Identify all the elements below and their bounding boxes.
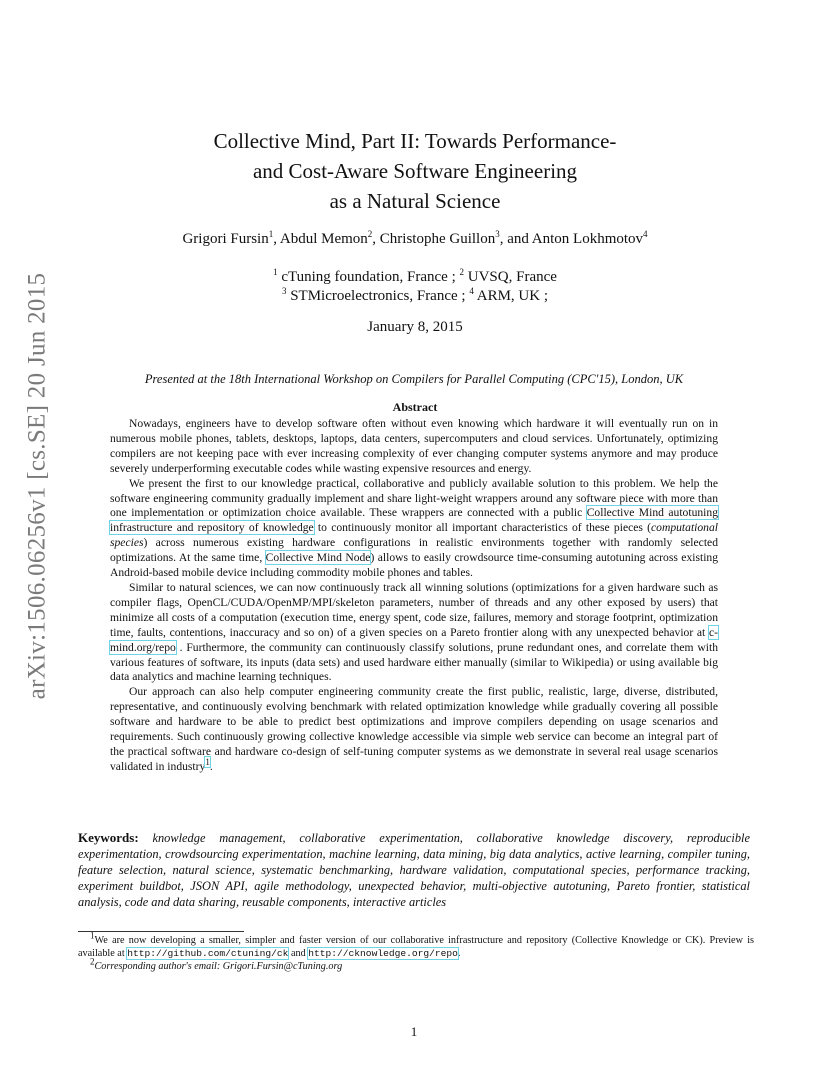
text-run: ) allows to easily crowdsource time-consuming autotuning across existing Android-based mobile device including commodity mobile phones and tables.: [110, 551, 719, 580]
affiliation-line-2: [150, 287, 680, 306]
author-affil-mark: 3: [495, 229, 500, 239]
cm-node-link[interactable]: Collective Mind Node: [265, 551, 371, 565]
affil-arm: ARM, UK ;: [473, 288, 549, 304]
author-guillon: , Christophe Guillon: [372, 231, 496, 247]
author-lokhmotov: , and Anton Lokhmotov: [499, 231, 644, 247]
author-affil-mark: 4: [643, 229, 648, 239]
affil-ctuning: cTuning foundation, France ;: [277, 269, 460, 285]
abstract-paragraph-2: [110, 477, 718, 581]
affil-mark: 2: [459, 267, 465, 277]
text-run: .: [457, 948, 461, 959]
footnote-ref-link[interactable]: 1: [205, 756, 210, 767]
text-run: . Furthermore, the community can continuously classify solutions, prune redundant ones, and correlate them with various features of software, its inputs (data sets) and used hardware either manually (similar to Wikipedia) or using available big data analytics and machine learning techniques.: [110, 640, 718, 684]
github-ck-link[interactable]: http://github.com/ctuning/ck: [127, 948, 289, 959]
corresponding-author-email: Corresponding author's email: Grigori.Fursin@cTuning.org: [94, 961, 343, 972]
keywords-section: [78, 830, 750, 910]
author-list: [100, 231, 730, 248]
affil-st: STMicroelectronics, France ;: [286, 288, 470, 304]
paper-date: January 8, 2015: [367, 319, 463, 335]
text-run: Our approach can also help computer engineering community create the first public, realistic, large, diverse, distributed, representative, and continuously evolving benchmark with related optimization knowledge while gradually covering all possible software and hardware to be able to predict best optimizations and improve compilers depending on usage scenarios and requirements. Such continuously growing collective knowledge accessible via simple web service can become an integral part of the practical software and hardware co-design of self-tuning computer systems as we demonstrate in several real usage scenarios validated in industry: [110, 685, 718, 773]
affil-mark: 4: [469, 286, 474, 296]
affil-uvsq: UVSQ, France: [464, 269, 557, 285]
text-run: and: [288, 948, 309, 959]
text-run: ) across numerous existing hardware configurations in realistic environments together with randomly selected optimizations. At the same time,: [110, 536, 718, 565]
author-affil-mark: 2: [367, 229, 373, 239]
footnotes: [78, 930, 754, 973]
text-run: Similar to natural sciences, we can now continuously track all winning solutions (optimizations for a given hardware such as compiler flags, OpenCL/CUDA/OpenMP/MPI/skeleton parameters, number of threads and any other exposed by users) that minimize all costs of a computation (execution time, energy spent, code size, failures, memory and storage footprint, optimization time, faults, contentions, inaccuracy and so on) of a given species on a Pareto frontier along with any unexpected behavior at: [110, 580, 718, 639]
page-number: 1: [410, 1024, 418, 1039]
title-line-2: and Cost-Aware Software Engineering: [252, 159, 578, 183]
footnote-rule: [78, 931, 244, 932]
author-memon: , Abdul Memon: [273, 231, 368, 247]
abstract-body: [110, 417, 718, 775]
title-line-1: Collective Mind, Part II: Towards Performance-: [213, 129, 617, 153]
keywords-text: knowledge management, collaborative experimentation, collaborative knowledge discovery, reproducible experimentation, crowdsourcing experimentation, machine learning, data mining, big data analytics, active learning, compiler tuning, feature selection, natural science, systematic benchmarking, hardware validation, computational species, performance tracking, experiment buildbot, JSON API, agile methodology, unexpected behavior, multi-objective autotuning, Pareto frontier, statistical analysis, code and data sharing, reusable components, interactive articles: [78, 831, 750, 909]
cmind-repo-link[interactable]: c-mind.org/repo: [110, 625, 718, 654]
text-run: .: [209, 759, 213, 773]
abstract-paragraph-1: Nowadays, engineers have to develop software often without even knowing which hardware it will eventually run on in numerous mobile phones, tablets, desktops, laptops, data centers, supercomputers and cloud services. Unfortunately, optimizing compilers are not keeping pace with ever increasing complexity of ever changing computer systems anymore and may produce severely underperforming executable codes while wasting expensive resources and energy.: [110, 417, 718, 475]
affiliation-line-1: [150, 268, 680, 287]
affiliations: [150, 268, 680, 306]
paper-title: [150, 126, 680, 216]
footnote-mark: 2: [90, 956, 95, 967]
emphasis-text: computational species: [110, 521, 718, 550]
affil-mark: 3: [281, 286, 287, 296]
abstract-heading: Abstract: [392, 400, 438, 414]
arxiv-stamp-text: arXiv:1506.06256v1 [cs.SE] 20 Jun 2015: [23, 272, 50, 700]
footnote-1: [78, 930, 754, 960]
text-run: We present the first to our knowledge practical, collaborative and publicly available solution to this problem. We help the software engineering community gradually implement and share light-weight wrappers around any software piece with more than one implementation or optimization choice available. These wrappers are connected with a public: [110, 476, 718, 520]
footnote-mark: 1: [90, 930, 95, 941]
author-affil-mark: 1: [268, 229, 274, 239]
venue-note: Presented at the 18th International Workshop on Compilers for Parallel Computing (CPC'15), London, UK: [144, 372, 684, 386]
cm-infrastructure-link[interactable]: Collective Mind autotuning infrastructure and repository of knowledge: [110, 506, 718, 535]
title-line-3: as a Natural Science: [329, 189, 501, 213]
abstract-paragraph-3: [110, 581, 718, 685]
keywords-label: Keywords:: [78, 830, 139, 845]
arxiv-stamp: [12, 272, 62, 700]
cknowledge-repo-link[interactable]: http://cknowledge.org/repo: [308, 948, 458, 959]
author-fursin: Grigori Fursin: [182, 231, 269, 247]
abstract-paragraph-4: [110, 685, 718, 774]
text-run: to continuously monitor all important characteristics of these pieces (: [313, 521, 652, 535]
affil-mark: 1: [273, 267, 278, 277]
footnote-2: [78, 956, 754, 973]
text-run: We are now developing a smaller, simpler and faster version of our collaborative infrastructure and repository (Collective Knowledge or CK). Preview is available at: [78, 935, 754, 959]
